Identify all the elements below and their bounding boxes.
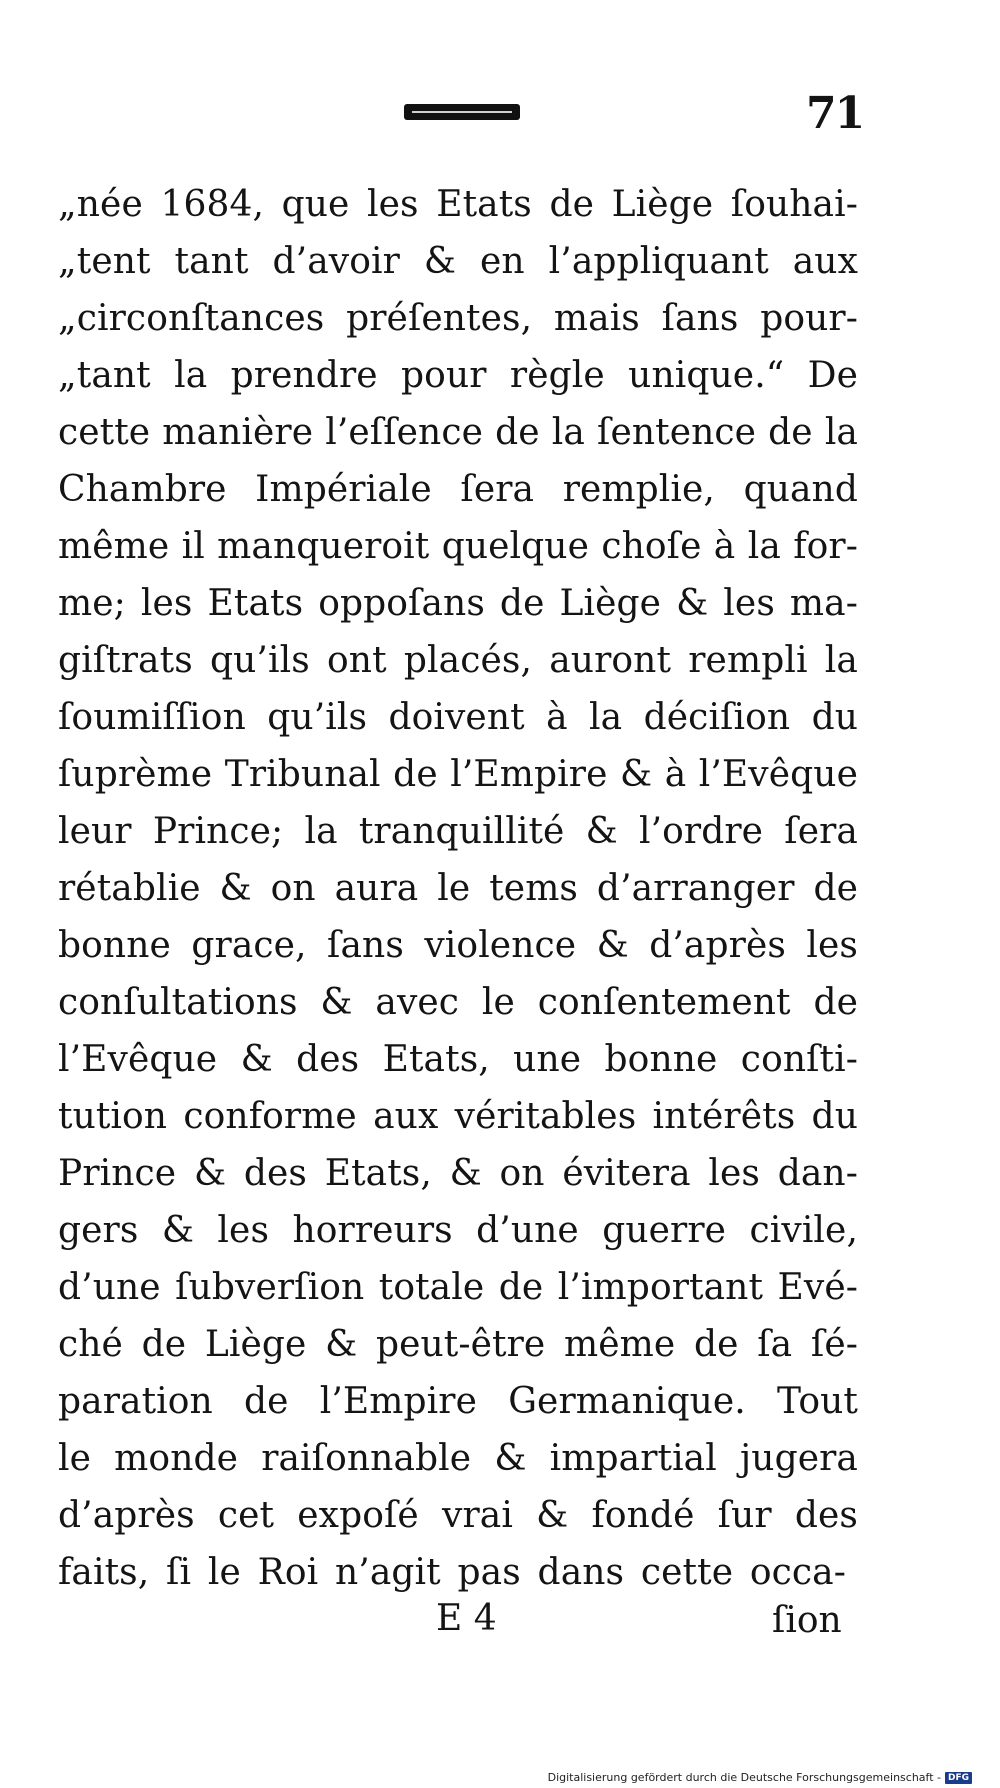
text-line: l’Evêque & des Etats, une bonne conſti- xyxy=(58,1039,858,1080)
dfg-logo-icon: DFG xyxy=(945,1772,972,1784)
text-line: bonne grace, ſans violence & d’après les xyxy=(58,925,858,966)
text-line: gers & les horreurs d’une guerre civile, xyxy=(58,1210,858,1251)
digitization-credit xyxy=(548,1771,972,1784)
text-line: Chambre Impériale ſera remplie, quand xyxy=(58,469,858,510)
page-number: 71 xyxy=(806,88,864,139)
text-line: Prince & des Etats, & on évitera les dan- xyxy=(58,1153,858,1194)
text-line: faits, ſi le Roi n’agit pas dans cette occa- xyxy=(58,1552,846,1593)
text-line: „née 1684, que les Etats de Liège ſouhai- xyxy=(58,184,858,225)
text-line: ché de Liège & peut-être même de ſa ſé- xyxy=(58,1324,858,1365)
text-line: ſoumiſſion qu’ils doivent à la déciſion du xyxy=(58,697,858,738)
text-line: paration de l’Empire Germanique. Tout xyxy=(58,1381,858,1422)
text-line: me; les Etats oppoſans de Liège & les ma- xyxy=(58,583,858,624)
text-line: conſultations & avec le conſentement de xyxy=(58,982,858,1023)
text-line: „circonſtances préſentes, mais ſans pour- xyxy=(58,298,858,339)
text-line: d’une ſubverſion totale de l’important Evé- xyxy=(58,1267,858,1308)
text-line: leur Prince; la tranquillité & l’ordre ſera xyxy=(58,811,858,852)
text-line: le monde raiſonnable & impartial jugera xyxy=(58,1438,858,1479)
signature-mark: E 4 xyxy=(436,1598,497,1639)
text-line: d’après cet expoſé vrai & fondé ſur des xyxy=(58,1495,858,1536)
text-line: cette manière l’eſſence de la ſentence de la xyxy=(58,412,858,453)
text-line: „tent tant d’avoir & en l’appliquant aux xyxy=(58,241,858,282)
text-line: „tant la prendre pour règle unique.“ De xyxy=(58,355,858,396)
body-text xyxy=(58,176,858,1601)
text-line: tution conforme aux véritables intérêts du xyxy=(58,1096,858,1137)
text-line: giſtrats qu’ils ont placés, auront rempli la xyxy=(58,640,858,681)
catchword: ſion xyxy=(772,1600,842,1641)
text-line: ſuprème Tribunal de l’Empire & à l’Evêque xyxy=(58,754,858,795)
header-ornament-rule xyxy=(404,104,520,120)
text-line: rétablie & on aura le tems d’arranger de xyxy=(58,868,858,909)
credit-text: Digitalisierung gefördert durch die Deutsche Forschungsgemeinschaft - xyxy=(547,1771,941,1784)
text-line: même il manqueroit quelque choſe à la for- xyxy=(58,526,858,567)
